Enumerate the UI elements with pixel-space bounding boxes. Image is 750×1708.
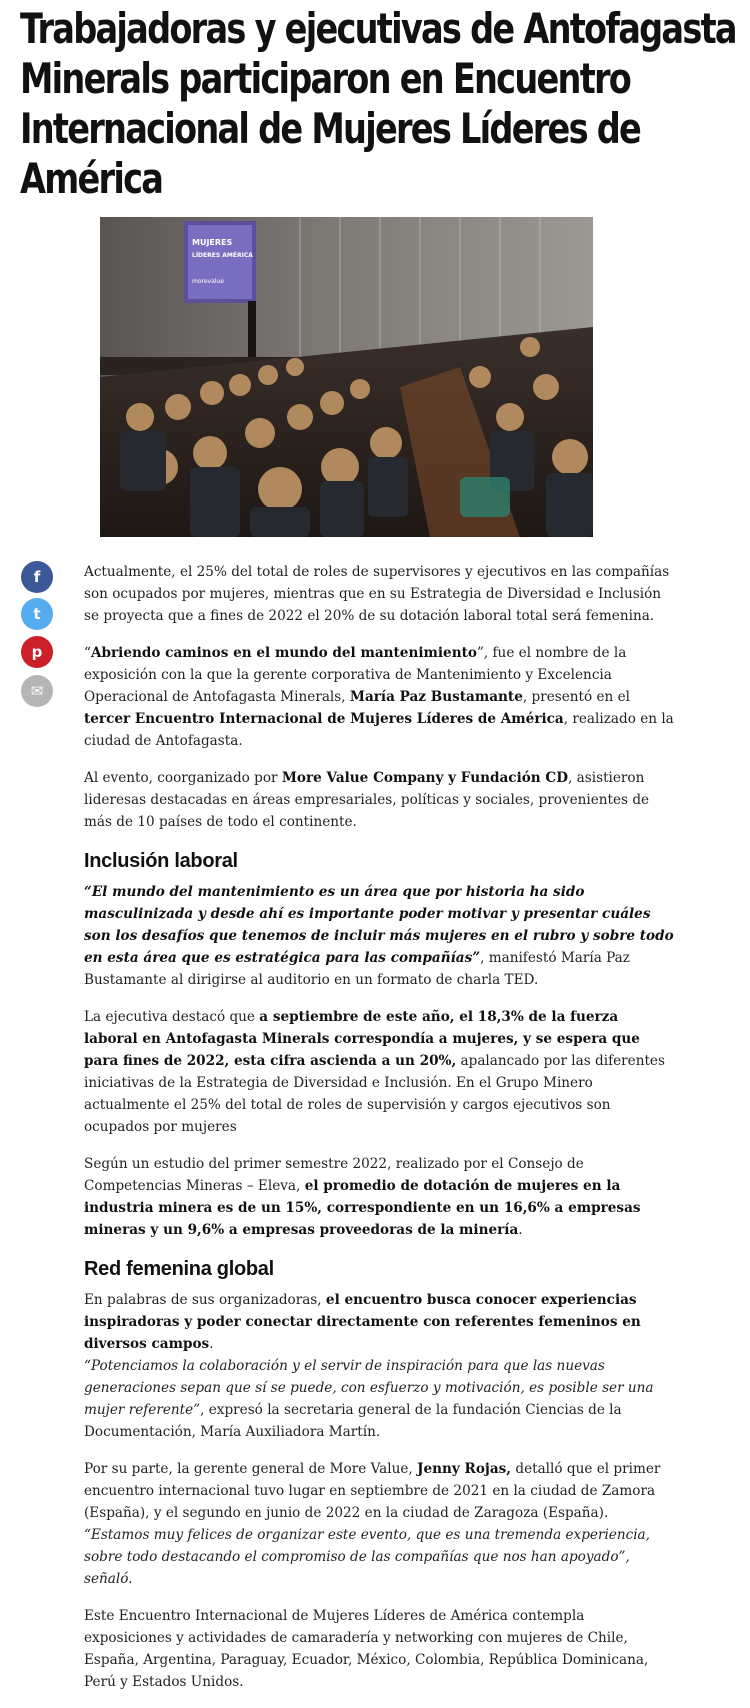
article-body — [84, 561, 676, 1708]
pinterest-icon: p — [31, 643, 43, 661]
paragraph-7: En palabras de sus organizadoras, el encuentro busca conocer experiencias inspiradoras y poder conectar directamente con referentes femeninos en diversos campos. “Potenciamos la colaboración y el servir de inspiración para que las nuevas generaciones sepan que sí se puede, con esfuerzo y motivación, es posible ser una mujer referente”, expresó la secretaria general de la fundación Ciencias de la Documentación, María Auxiliadora Martín. — [84, 1292, 654, 1440]
email-share-button[interactable] — [21, 675, 53, 707]
hero-screen-line-3: morevalue — [192, 278, 224, 285]
paragraph-9: Este Encuentro Internacional de Mujeres Líderes de América contempla exposiciones y actividades de camaradería y networking con mujeres de Chile, España, Argentina, Paraguay, Ecuador, México, Colombia, República Dominicana, Perú y Estados Unidos. — [84, 1608, 649, 1690]
article-title: Trabajadoras y ejecutivas de Antofagasta Minerals participaron en Encuentro Internacional de Mujeres Líderes de América — [20, 4, 736, 203]
twitter-share-button[interactable] — [21, 598, 53, 630]
twitter-icon: t — [33, 605, 41, 623]
paragraph-6: Según un estudio del primer semestre 2022, realizado por el Consejo de Competencias Mineras – Eleva, el promedio de dotación de mujeres en la industria minera es de un 15%, correspondiente en un 16,6% a empresas mineras y un 9,6% a empresas proveedoras de la minería. — [84, 1156, 641, 1238]
paragraph-4: “El mundo del mantenimiento es un área que por historia ha sido masculinizada y desde ahí es importante poder motivar y presentar cuáles son los desafíos que tenemos de incluir más mujeres en el rubro y sobre todo en esta área que es estratégica para las compañías”, manifestó María Paz Bustamante al dirigirse al auditorio en un formato de charla TED. — [84, 884, 674, 988]
email-icon: ✉ — [30, 682, 44, 700]
facebook-icon: f — [33, 568, 41, 586]
paragraph-8: Por su parte, la gerente general de More Value, Jenny Rojas, detalló que el primer encuentro internacional tuvo lugar en septiembre de 2021 en la ciudad de Zamora (España), y el segundo en junio de 2022 en la ciudad de Zaragoza (España). “Estamos muy felices de organizar este evento, que es una tremenda experiencia, sobre todo destacando el compromiso de las compañías que nos han apoyado”, señaló. — [84, 1461, 661, 1587]
conference-photo-illustration — [100, 217, 593, 537]
hero-screen-line-2: LÍDERES AMÉRICA — [192, 252, 253, 259]
paragraph-5: La ejecutiva destacó que a septiembre de este año, el 18,3% de la fuerza laboral en Antofagasta Minerals correspondía a mujeres, y se espera que para fines de 2022, esta cifra ascienda a un 20%, apalancado por las diferentes iniciativas de la Estrategia de Diversidad e Inclusión. En el Grupo Minero actualmente el 25% del total de roles de supervisión y cargos ejecutivos son ocupados por mujeres — [84, 1009, 665, 1135]
hero-screen-line-1: MUJERES — [192, 238, 233, 247]
paragraph-1: Actualmente, el 25% del total de roles de supervisores y ejecutivos en las compañías son ocupados por mujeres, mientras que en su Estrategia de Diversidad e Inclusión se proyecta que a fines de 2022 el 20% de su dotación laboral total será femenina. — [84, 564, 670, 624]
pinterest-share-button[interactable] — [21, 636, 53, 668]
facebook-share-button[interactable] — [21, 561, 53, 593]
paragraph-3: Al evento, coorganizado por More Value Company y Fundación CD, asistieron lideresas destacadas en áreas empresariales, políticas y sociales, provenientes de más de 10 países de todo el continente. — [84, 770, 650, 830]
paragraph-2: “Abriendo caminos en el mundo del mantenimiento”, fue el nombre de la exposición con la que la gerente corporativa de Mantenimiento y Excelencia Operacional de Antofagasta Minerals, María Paz Bustamante, presentó en el tercer Encuentro Internacional de Mujeres Líderes de América, realizado en la ciudad de Antofagasta. — [84, 645, 674, 749]
hero-photo — [100, 217, 593, 537]
heading-red-femenina-global: Red femenina global — [84, 1258, 274, 1280]
heading-inclusion-laboral: Inclusión laboral — [84, 850, 238, 872]
